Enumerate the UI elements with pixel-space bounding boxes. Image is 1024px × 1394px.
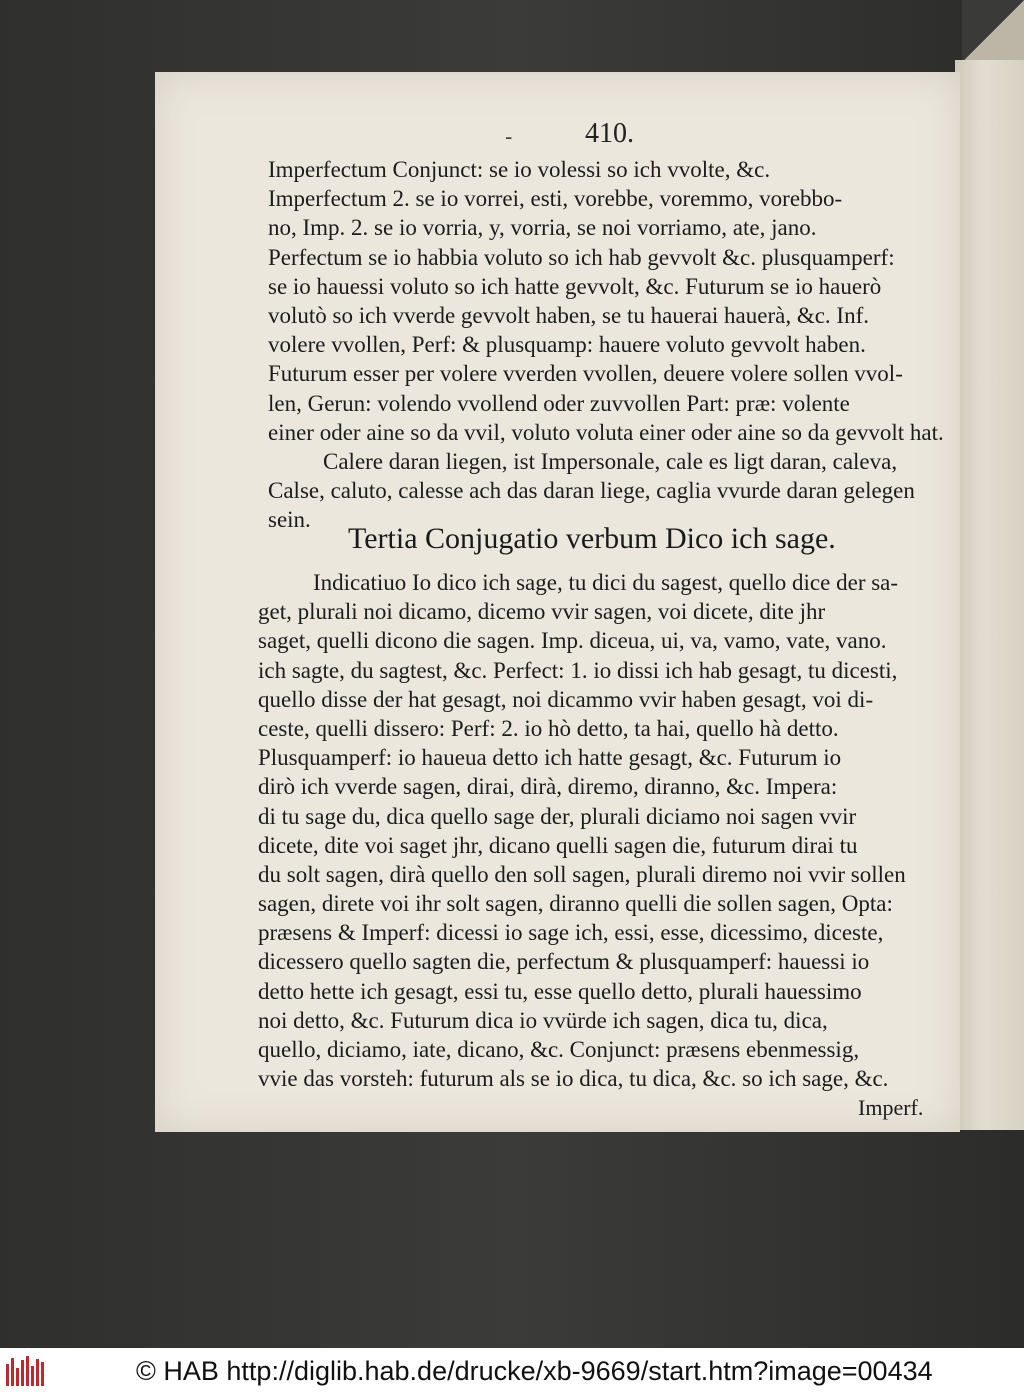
text-line: get, plurali noi dicamo, dicemo vvir sagen, voi dicete, dite jhr (258, 599, 826, 625)
text-line: sein. (268, 507, 311, 533)
text-line: Calere daran liegen, ist Impersonale, cale es ligt daran, caleva, (323, 448, 898, 474)
text-line: volere vvollen, Perf: & plusquamp: hauere voluto gevvolt haben. (268, 332, 866, 358)
text-line: Imperfectum 2. se io vorrei, esti, vorebbe, voremmo, vorebbo- (268, 186, 843, 212)
page-corner (962, 0, 1024, 62)
header-dash: - (505, 125, 513, 150)
section-heading: Tertia Conjugatio verbum Dico ich sage. (348, 522, 836, 555)
text-line: noi detto, &c. Futurum dica io vvürde ich sagen, dica tu, dica, (258, 1007, 828, 1033)
text-line: len, Gerun: volendo vvollend oder zuvvollen Part: præ: volente (268, 390, 850, 416)
text-line: ceste, quelli dissero: Perf: 2. io hò detto, ta hai, quello hà detto. (258, 715, 839, 741)
text-line: Futurum esser per volere vverden vvollen, deuere volere sollen vvol- (268, 361, 903, 387)
text-line: dicete, dite voi saget jhr, dicano quelli sagen die, futurum dirai tu (258, 832, 858, 858)
text-line: einer oder aine so da vvil, voluto voluta einer oder aine so da gevvolt hat. (268, 419, 944, 445)
text-line: vvie das vorsteh: futurum als se io dica, tu dica, &c. so ich sage, &c. (258, 1066, 889, 1092)
page-number: 410. (585, 118, 634, 149)
paragraph-1 (268, 155, 953, 534)
hab-logo-icon (6, 1356, 48, 1386)
text-line: præsens & Imperf: dicessi io sage ich, essi, esse, dicessimo, diceste, (258, 920, 884, 946)
text-line: quello, diciamo, iate, dicano, &c. Conjunct: præsens ebenmessig, (258, 1037, 860, 1062)
footer-bar (0, 1348, 1024, 1394)
text-line: saget, quelli dicono die sagen. Imp. diceua, ui, va, vamo, vate, vano. (258, 628, 887, 654)
text-line: di tu sage du, dica quello sage der, plurali diciamo noi sagen vvir (258, 803, 857, 829)
text-line: dicessero quello sagten die, perfectum & plusquamperf: hauessi io (258, 949, 870, 975)
text-line: du solt sagen, dirà quello den soll sagen, plurali diremo noi vvir sollen (258, 861, 906, 887)
text-line: quello disse der hat gesagt, noi dicammo vvir haben gesagt, voi di- (258, 686, 874, 712)
text-line: volutò so ich vverde gevvolt haben, se tu hauerai hauerà, &c. Inf. (268, 302, 869, 328)
text-line: dirò ich vverde sagen, dirai, dirà, diremo, diranno, &c. Impera: (258, 774, 838, 800)
text-line: Calse, caluto, calesse ach das daran liege, caglia vvurde daran gelegen (268, 478, 915, 504)
copyright-url[interactable]: © HAB http://diglib.hab.de/drucke/xb-9669/start.htm?image=00434 (136, 1355, 933, 1386)
catchword: Imperf. (858, 1095, 924, 1120)
text-line: no, Imp. 2. se io vorria, y, vorria, se noi vorriamo, ate, jano. (268, 215, 817, 241)
text-line: Imperfectum Conjunct: se io volessi so ich vvolte, &c. (268, 157, 771, 182)
text-line: se io hauessi voluto so ich hatte gevvolt, &c. Futurum se io hauerò (268, 273, 882, 299)
text-line: Indicatiuo Io dico ich sage, tu dici du sagest, quello dice der sa- (313, 570, 899, 595)
text-line: detto hette ich gesagt, essi tu, esse quello detto, plurali hauessimo (258, 978, 862, 1004)
facing-page-edge (955, 60, 1024, 1130)
text-line: Perfectum se io habbia voluto so ich hab gevvolt &c. plusquamperf: (268, 244, 895, 270)
text-line: Plusquamperf: io haueua detto ich hatte gesagt, &c. Futurum io (258, 745, 842, 771)
text-line: ich sagte, du sagtest, &c. Perfect: 1. io dissi ich hab gesagt, tu dicesti, (258, 657, 898, 683)
paragraph-2 (258, 568, 953, 1093)
text-line: sagen, direte voi ihr solt sagen, diranno quelli die sollen sagen, Opta: (258, 891, 893, 917)
